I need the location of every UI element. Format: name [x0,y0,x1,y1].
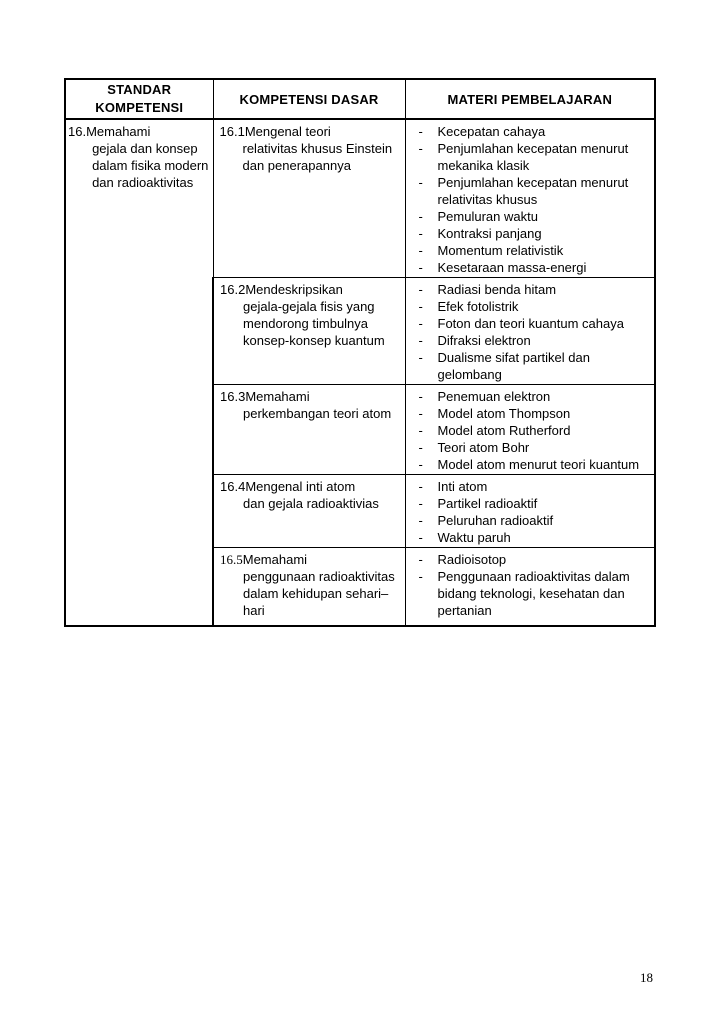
materi-pembelajaran-cell [405,119,655,278]
kd-title: Memahami [245,389,310,404]
kd-title: Memahami [242,552,308,567]
kd-number: 16.5 [220,552,243,567]
table-header-row [65,79,655,119]
kd-description: gejala-gejala fisis yang mendorong timbulnya konsep-konsep kuantum [243,299,385,348]
materi-pembelajaran-cell [405,548,655,627]
materi-item: - Inti atom [412,478,651,495]
materi-pembelajaran-cell [405,385,655,475]
materi-item: - Penjumlahan kecepatan menurut relativitas khusus [412,174,651,208]
materi-item: - Teori atom Bohr [412,439,651,456]
header-materi-pembelajaran: MATERI PEMBELAJARAN [405,79,655,119]
standar-text [86,123,210,191]
materi-item: - Momentum relativistik [412,242,651,259]
materi-item: - Model atom Rutherford [412,422,651,439]
materi-list [406,278,655,384]
kompetensi-dasar-cell [213,385,405,475]
kd-title: Mengenal inti atom [245,479,356,494]
standar-first-line: Memahami [86,124,151,139]
page-number: 18 [640,970,653,985]
kompetensi-dasar-cell [213,119,405,278]
table-row [65,119,655,278]
materi-item: - Dualisme sifat partikel dan gelombang [412,349,651,383]
kd-title: Mendeskripsikan [245,282,343,297]
kd-number: 16.3 [220,389,246,404]
materi-item: - Efek fotolistrik [412,298,651,315]
materi-item: - Penjumlahan kecepatan menurut mekanika klasik [412,140,651,174]
header-standar-kompetensi: STANDAR KOMPETENSI [65,79,213,119]
materi-item: - Pemuluran waktu [412,208,651,225]
kd-title: Mengenal teori [244,124,331,139]
header-kompetensi-dasar: KOMPETENSI DASAR [213,79,405,119]
kd-number: 16.4 [220,479,246,494]
materi-item: - Kecepatan cahaya [412,123,651,140]
materi-item: - Kontraksi panjang [412,225,651,242]
kd-description: penggunaan radioaktivitas dalam kehidupan sehari–hari [243,569,395,618]
materi-item: - Kesetaraan massa-energi [412,259,651,276]
materi-item: - Penemuan elektron [412,388,651,405]
standar-number: 16. [68,124,87,139]
materi-list [406,548,655,620]
kd-number: 16.2 [220,282,246,297]
curriculum-table [64,78,656,627]
standar-kompetensi-cell [65,119,213,626]
materi-list [406,475,655,547]
kd-description: relativitas khusus Einstein dan penerapannya [242,141,393,173]
materi-item: - Model atom menurut teori kuantum [412,456,651,473]
materi-item: - Foton dan teori kuantum cahaya [412,315,651,332]
materi-item: - Difraksi elektron [412,332,651,349]
standar-rest: gejala dan konsep dalam fisika modern dan radioaktivitas [92,141,209,190]
kompetensi-dasar-cell [213,548,405,627]
materi-list [406,385,655,474]
materi-item: - Partikel radioaktif [412,495,651,512]
materi-item: - Radioisotop [412,551,651,568]
kompetensi-dasar-cell [213,475,405,548]
materi-item: - Waktu paruh [412,529,651,546]
kd-number: 16.1 [219,124,245,139]
materi-pembelajaran-cell [405,475,655,548]
kompetensi-dasar-cell [213,278,405,385]
kd-description: dan gejala radioaktivias [243,496,379,511]
materi-item: - Radiasi benda hitam [412,281,651,298]
materi-item: - Model atom Thompson [412,405,651,422]
materi-item: - Peluruhan radioaktif [412,512,651,529]
materi-pembelajaran-cell [405,278,655,385]
materi-list [406,120,655,277]
materi-item: - Penggunaan radioaktivitas dalam bidang teknologi, kesehatan dan pertanian [412,568,651,619]
kd-description: perkembangan teori atom [243,406,392,421]
